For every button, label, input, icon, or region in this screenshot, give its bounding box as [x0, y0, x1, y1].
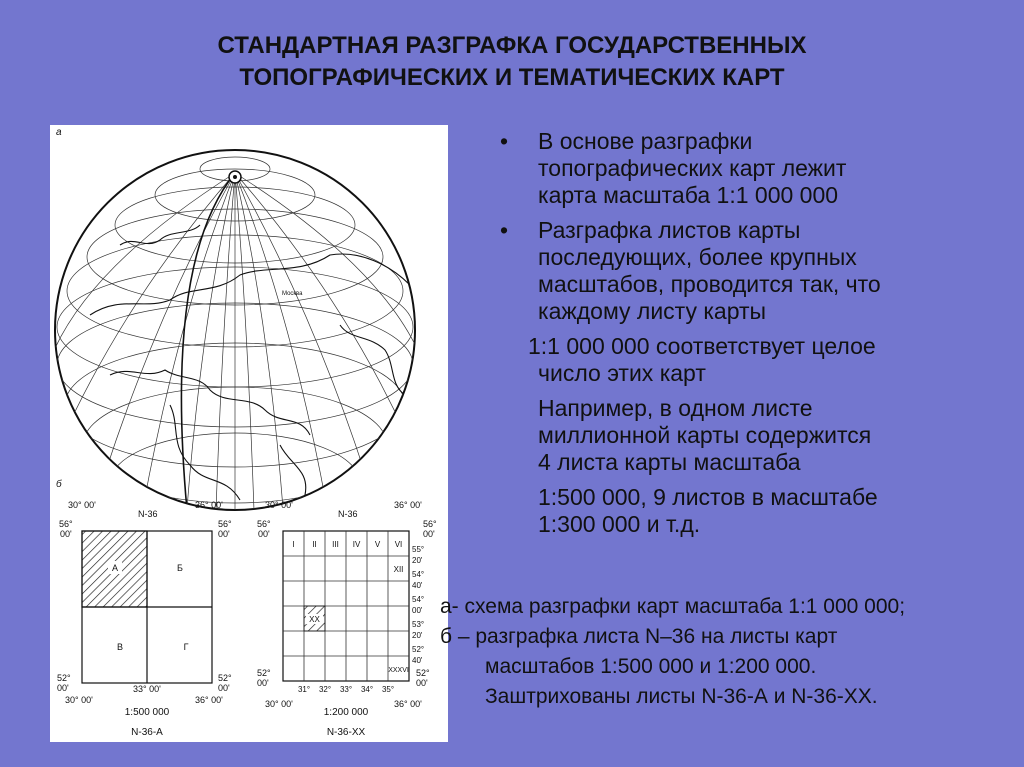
roman-3: III: [332, 540, 339, 549]
right-lat-8: 20': [412, 631, 423, 640]
cell-b: Б: [177, 563, 183, 573]
continuation-1: [500, 333, 1000, 387]
continuation-2: [500, 395, 1000, 476]
left-lat-top-min-right: 00': [218, 529, 230, 539]
map-figure: [50, 125, 448, 742]
right-lat-9: 52°: [412, 645, 425, 654]
cell-v: В: [116, 642, 124, 652]
right-lat-top-deg-right: 56°: [423, 519, 437, 529]
bullet-1-line: карта масштаба 1:1 000 000: [538, 182, 839, 208]
roman-5: V: [374, 540, 381, 549]
continuation-3-line: 1:500 000, 9 листов в масштабе: [538, 484, 878, 510]
bullet-marker: •: [500, 128, 509, 154]
right-lat-6: 00': [412, 606, 423, 615]
bullet-marker: •: [500, 217, 509, 243]
left-top-left-coord: 30° 00': [68, 500, 96, 510]
cell-xxxvi: XXXVI: [388, 667, 409, 674]
tick-32: 32°: [318, 685, 332, 694]
roman-4: IV: [352, 540, 361, 549]
right-top-left-coord: 30° 00': [265, 500, 293, 510]
right-lat-top-min: 00': [258, 529, 270, 539]
right-lat-bottom-deg-right: 52°: [416, 668, 430, 678]
right-lat-top-deg: 56°: [257, 519, 271, 529]
right-lat-4: 40': [412, 581, 423, 590]
bullet-2-line: Разграфка листов карты: [538, 217, 801, 243]
continuation-3-line: 1:300 000 и т.д.: [538, 511, 701, 537]
continuation-1-line: число этих карт: [538, 360, 706, 386]
right-lat-3: 54°: [412, 570, 425, 579]
tick-33: 33°: [339, 685, 353, 694]
left-bottom-left-coord: 30° 00': [65, 695, 93, 705]
right-lat-1: 55°: [412, 545, 425, 554]
left-lat-bottom-min-right: 00': [218, 683, 230, 693]
left-lat-bottom-min: 00': [57, 683, 69, 693]
tick-31: 31°: [297, 685, 311, 694]
left-bottom-right-coord: 36° 00': [195, 695, 223, 705]
left-bottom-mid-coord: 33° 00': [133, 684, 161, 694]
right-top-right-coord: 36° 00': [394, 500, 422, 510]
roman-1: I: [292, 540, 295, 549]
caption-line-1: а- схема разграфки карт масштаба 1:1 000 000;: [440, 595, 906, 618]
right-lat-7: 53°: [412, 620, 425, 629]
continuation-1-line: 1:1 000 000 соответствует целое: [528, 333, 876, 359]
caption-line-2: б – разграфка листа N–36 на листы карт: [440, 625, 838, 648]
bullet-2-line: последующих, более крупных: [538, 244, 857, 270]
figure-label-b: б: [56, 479, 62, 490]
bullet-1-line: топографических карт лежит: [538, 155, 847, 181]
figure-caption: [440, 592, 1020, 712]
continuation-2-line: 4 листа карты масштаба: [538, 449, 801, 475]
globe: [52, 150, 420, 545]
tick-35: 35°: [381, 685, 395, 694]
left-lat-top-min: 00': [60, 529, 72, 539]
sheet-scheme-500000: [57, 500, 232, 738]
left-sheet-name: N-36: [138, 509, 158, 519]
roman-2: II: [312, 540, 317, 549]
bullet-item-2: [500, 217, 1000, 325]
left-lat-bottom-deg-right: 52°: [218, 673, 232, 683]
sheet-scheme-200000: [257, 500, 437, 738]
caption-line-4: Заштрихованы листы N-36-А и N-36-ХХ.: [485, 685, 878, 708]
continuation-2-line: Например, в одном листе: [538, 395, 813, 421]
left-lat-top-deg-right: 56°: [218, 519, 232, 529]
figure-svg: [50, 125, 448, 742]
cell-xii: XII: [393, 565, 404, 574]
left-lat-top-deg: 56°: [59, 519, 73, 529]
right-lat-bottom-deg: 52°: [257, 668, 271, 678]
figure-label-a: а: [56, 127, 62, 138]
title-line-1: СТАНДАРТНАЯ РАЗГРАФКА ГОСУДАРСТВЕННЫХ: [217, 32, 807, 59]
roman-6: VI: [394, 540, 403, 549]
right-sub-name: N-36-XX: [326, 727, 366, 738]
right-sheet-name: N-36: [338, 509, 358, 519]
left-lat-bottom-deg: 52°: [57, 673, 71, 683]
right-bottom-left-coord: 30° 00': [265, 699, 293, 709]
right-lat-bottom-min: 00': [257, 678, 269, 688]
continuation-2-line: миллионной карты содержится: [538, 422, 872, 448]
right-lat-5: 54°: [412, 595, 425, 604]
left-scale: 1:500 000: [124, 707, 170, 718]
right-lat-top-min-right: 00': [423, 529, 435, 539]
right-bottom-right-coord: 36° 00': [394, 699, 422, 709]
bullet-list: [500, 128, 1000, 546]
tick-34: 34°: [360, 685, 374, 694]
bullet-item-1: [500, 128, 1000, 209]
right-scale: 1:200 000: [323, 707, 369, 718]
right-lat-2: 20': [412, 556, 423, 565]
globe-city-label: Москва: [282, 291, 303, 297]
caption-line-3: масштабов 1:500 000 и 1:200 000.: [485, 655, 817, 678]
title-line-2: ТОПОГРАФИЧЕСКИХ И ТЕМАТИЧЕСКИХ КАРТ: [239, 64, 785, 91]
right-lat-10: 40': [412, 656, 423, 665]
continuation-3: [500, 484, 1000, 538]
bullet-2-line: каждому листу карты: [538, 298, 767, 324]
slide-title: [0, 30, 1024, 94]
right-lat-bottom-min-right: 00': [416, 678, 428, 688]
bullet-2-line: масштабов, проводится так, что: [538, 271, 881, 297]
cell-xx: XX: [309, 615, 320, 624]
left-sub-name: N-36-A: [131, 727, 163, 738]
bullet-1-line: В основе разграфки: [538, 128, 753, 154]
cell-a: А: [111, 563, 119, 573]
cell-g: Г: [183, 642, 189, 652]
left-top-right-coord: 36° 00': [195, 500, 223, 510]
